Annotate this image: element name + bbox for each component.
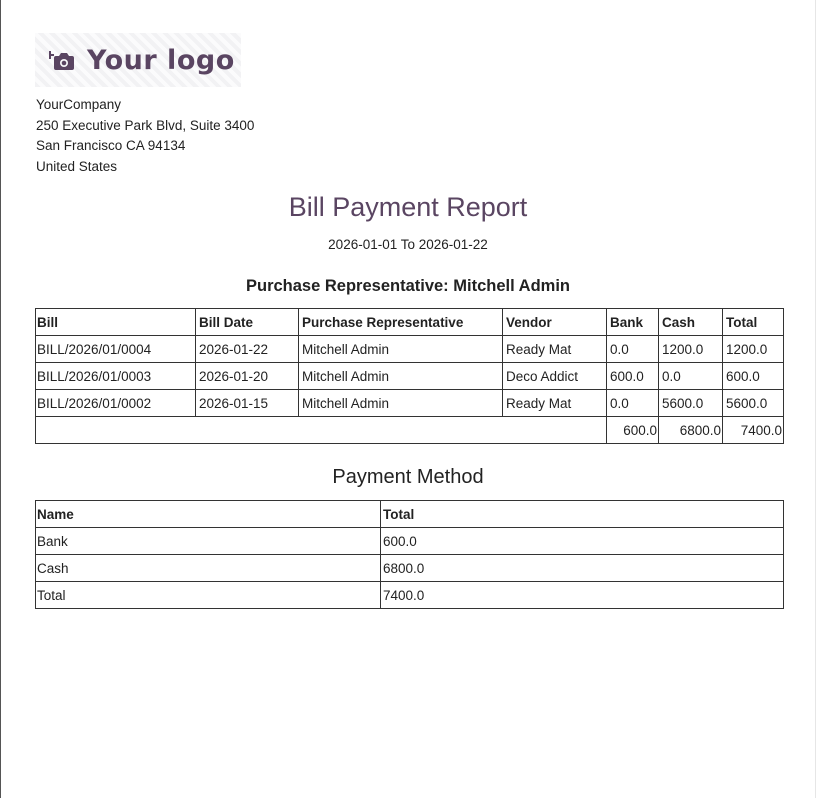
address-country: United States: [36, 158, 118, 174]
bill-date-cell: 2026-01-15: [196, 390, 299, 417]
representative-cell: Mitchell Admin: [299, 363, 503, 390]
bills-table: [35, 308, 784, 444]
total-cell: 600.0: [723, 363, 784, 390]
vendor-cell: Ready Mat: [503, 336, 607, 363]
method-total-cell: 6800.0: [381, 555, 784, 582]
report-date-range: 2026-01-01 To 2026-01-22: [328, 237, 488, 252]
payment-method-heading: Payment Method: [332, 466, 484, 488]
representative-cell: Mitchell Admin: [299, 390, 503, 417]
cash-cell: 0.0: [659, 363, 723, 390]
bill-date-cell: 2026-01-20: [196, 363, 299, 390]
vendor-cell: Ready Mat: [503, 390, 607, 417]
column-header: Bill: [36, 309, 196, 336]
cash-cell: 1200.0: [659, 336, 723, 363]
column-header: Bank: [607, 309, 659, 336]
bill-number-cell: BILL/2026/01/0004: [36, 336, 196, 363]
method-name-cell: Bank: [36, 528, 381, 555]
cash-total-cell: 6800.0: [659, 417, 723, 444]
totals-spacer-cell: [36, 417, 607, 444]
table-row: [36, 555, 784, 582]
totals-row: [36, 417, 784, 444]
company-logo: [35, 33, 241, 87]
column-header: Vendor: [503, 309, 607, 336]
column-header: Total: [723, 309, 784, 336]
bill-number-cell: BILL/2026/01/0003: [36, 363, 196, 390]
page-left-edge: [0, 0, 1, 798]
address-street: 250 Executive Park Blvd, Suite 3400: [36, 117, 255, 133]
method-total-cell: 600.0: [381, 528, 784, 555]
logo-text: Your logo: [87, 44, 235, 76]
table-row: [36, 528, 784, 555]
method-name-cell: Total: [36, 582, 381, 609]
representative-cell: Mitchell Admin: [299, 336, 503, 363]
vendor-cell: Deco Addict: [503, 363, 607, 390]
bank-cell: 600.0: [607, 363, 659, 390]
bank-cell: 0.0: [607, 336, 659, 363]
bank-total-cell: 600.0: [607, 417, 659, 444]
report-title: Bill Payment Report: [288, 192, 528, 222]
cash-cell: 5600.0: [659, 390, 723, 417]
column-header: Cash: [659, 309, 723, 336]
method-name-cell: Cash: [36, 555, 381, 582]
method-total-cell: 7400.0: [381, 582, 784, 609]
address-city: San Francisco CA 94134: [36, 138, 186, 154]
company-address: [36, 95, 254, 177]
table-row: [36, 336, 784, 363]
company-name: YourCompany: [36, 97, 122, 112]
column-header: Name: [36, 501, 381, 528]
column-header: Purchase Representative: [299, 309, 503, 336]
camera-plus-icon: [49, 48, 75, 72]
payment-method-header-row: [36, 501, 784, 528]
table-row: [36, 363, 784, 390]
representative-heading: Purchase Representative: Mitchell Admin: [246, 277, 570, 295]
table-row: [36, 582, 784, 609]
column-header: Total: [381, 501, 784, 528]
column-header: Bill Date: [196, 309, 299, 336]
bill-date-cell: 2026-01-22: [196, 336, 299, 363]
bank-cell: 0.0: [607, 390, 659, 417]
bill-number-cell: BILL/2026/01/0002: [36, 390, 196, 417]
total-cell: 1200.0: [723, 336, 784, 363]
grand-total-cell: 7400.0: [723, 417, 784, 444]
payment-method-table: [35, 500, 784, 609]
table-row: [36, 390, 784, 417]
bills-header-row: [36, 309, 784, 336]
total-cell: 5600.0: [723, 390, 784, 417]
